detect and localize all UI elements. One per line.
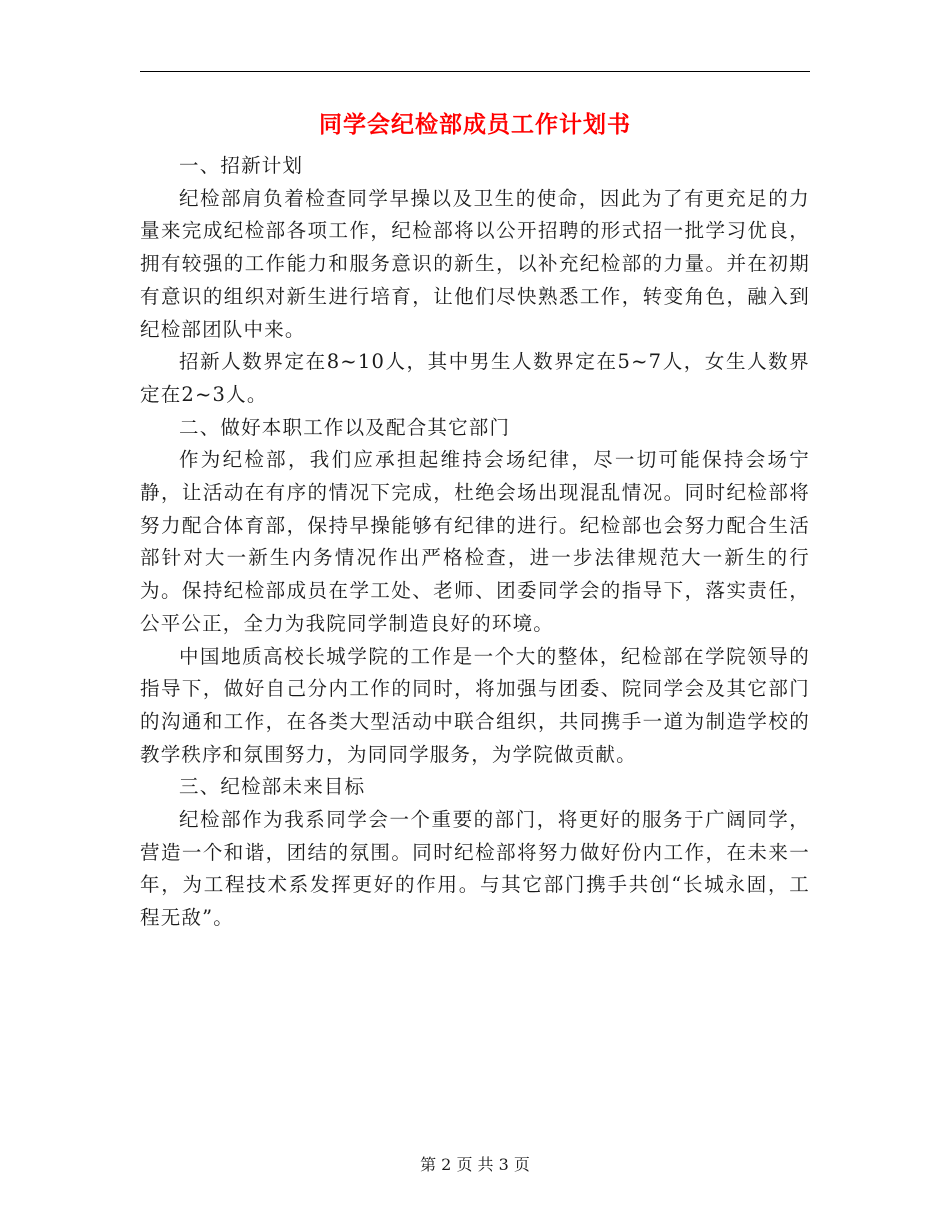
- document-title: 同学会纪检部成员工作计划书: [319, 111, 631, 138]
- paragraph: 纪检部肩负着检查同学早操以及卫生的使命，因此为了有更充足的力量来完成纪检部各项工作，纪检部将以公开招聘的形式招一批学习优良，拥有较强的工作能力和服务意识的新生，以补充纪检部的力量。并在初期有意识的组织对新生进行培育，让他们尽快熟悉工作，转变角色，融入到纪检部团队中来。: [140, 186, 810, 341]
- paragraph: 纪检部作为我系同学会一个重要的部门，将更好的服务于广阔同学，营造一个和谐，团结的氛围。同时纪检部将努力做好份内工作，在未来一年，为工程技术系发挥更好的作用。与其它部门携手共创“长城永固，工程无敌”。: [140, 808, 810, 930]
- paragraph: 中国地质高校长城学院的工作是一个大的整体，纪检部在学院领导的指导下，做好自己分内工作的同时，将加强与团委、院同学会及其它部门的沟通和工作，在各类大型活动中联合组织，共同携手一道为制造学校的教学秩序和氛围努力，为同同学服务，为学院做贡献。: [140, 644, 810, 766]
- section-heading-goals: 三、纪检部未来目标: [179, 775, 366, 799]
- header-rule: [140, 71, 810, 72]
- page-number-footer: 第 2 页 共 3 页: [420, 1155, 530, 1174]
- section-heading-duties: 二、做好本职工作以及配合其它部门: [179, 415, 511, 439]
- paragraph: 招新人数界定在8~10人，其中男生人数界定在5~7人，女生人数界定在2~3人。: [140, 350, 810, 406]
- paragraph: 作为纪检部，我们应承担起维持会场纪律，尽一切可能保持会场宁静，让活动在有序的情况下完成，杜绝会场出现混乱情况。同时纪检部将努力配合体育部，保持早操能够有纪律的进行。纪检部也会努力配合生活部针对大一新生内务情况作出严格检查，进一步法律规范大一新生的行为。保持纪检部成员在学工处、老师、团委同学会的指导下，落实责任，公平公正，全力为我院同学制造良好的环境。: [140, 448, 810, 635]
- section-heading-recruitment: 一、招新计划: [179, 154, 304, 177]
- document-body: [140, 150, 810, 935]
